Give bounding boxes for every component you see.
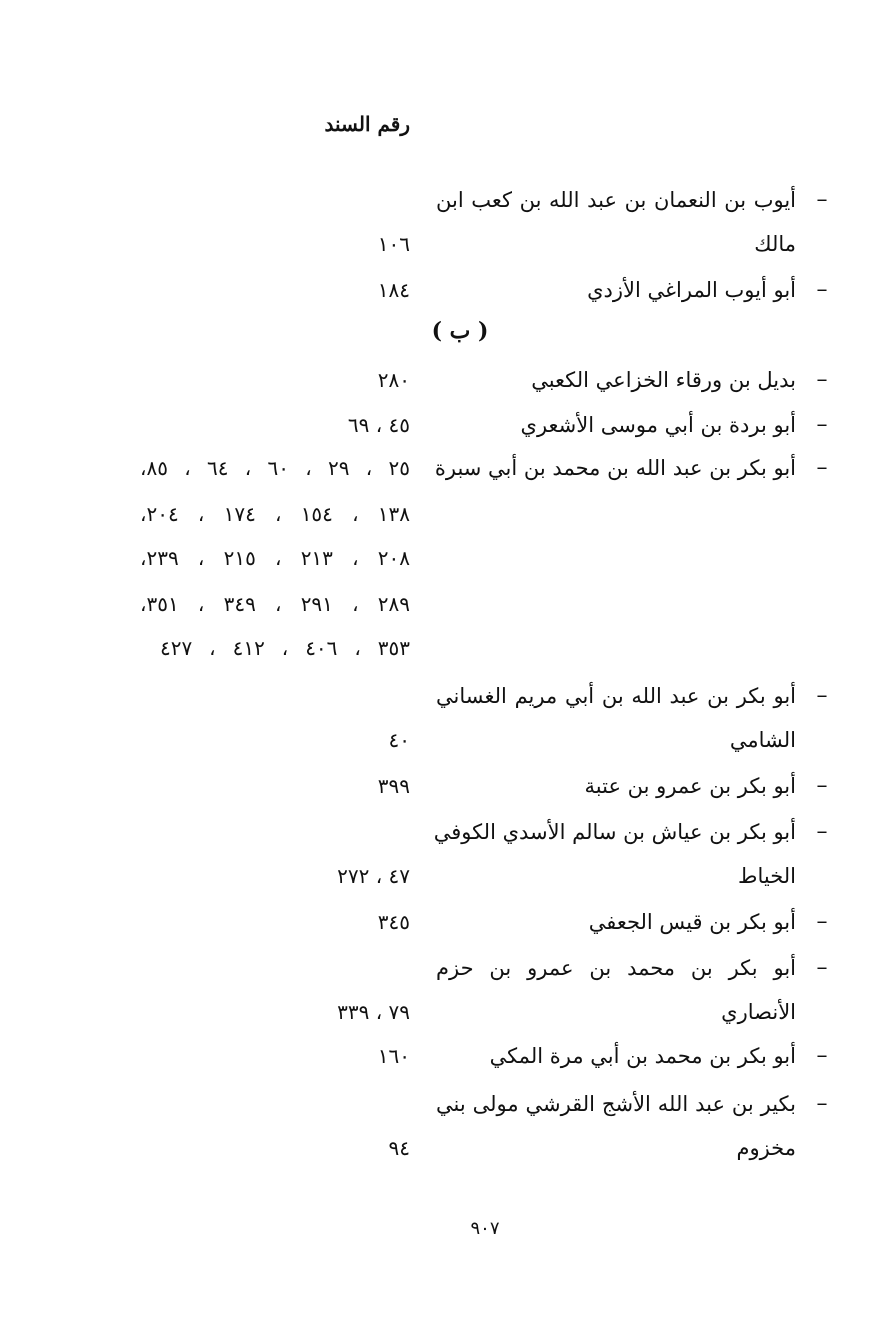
entry-name-continuation: الخياط (738, 864, 796, 888)
entry-numbers: ١٠٦ (377, 232, 410, 256)
entry-dash: – (816, 367, 828, 392)
entry-numbers-line: ١٣٨ ، ١٥٤ ، ١٧٤ ، ٢٠٤، (140, 502, 411, 526)
entry-dash: – (816, 683, 828, 708)
entry-name: بديل بن ورقاء الخزاعي الكعبي (531, 368, 796, 392)
entry-row (0, 180, 876, 224)
entry-name: أبو بكر بن عبد الله بن أبي مريم الغساني (436, 684, 796, 708)
entry-name-continuation: مخزوم (736, 1136, 796, 1160)
section-letter-text: ( ب ) (431, 318, 489, 344)
entry-numbers: ٩٤ (388, 1136, 410, 1160)
entry-row (0, 766, 876, 810)
entry-numbers: ٤٧ ، ٢٧٢ (337, 864, 410, 888)
entry-dash: – (816, 455, 828, 480)
entry-name: أبو بردة بن أبي موسى الأشعري (520, 413, 796, 437)
entry-name: أيوب بن النعمان بن عبد الله بن كعب ابن (436, 188, 796, 212)
entry-numbers-line: ٢٨٩ ، ٢٩١ ، ٣٤٩ ، ٣٥١، (140, 592, 411, 616)
entry-numbers-line: ٢٥ ، ٢٩ ، ٦٠ ، ٦٤ ، ٨٥، (140, 456, 411, 480)
entry-row (0, 1036, 876, 1080)
entry-continuation-row (0, 856, 876, 900)
entry-row (0, 948, 876, 992)
entry-numbers: ٤٥ ، ٦٩ (347, 413, 410, 437)
entry-row (0, 1084, 876, 1128)
entry-numbers-line: ٣٥٣ ، ٤٠٦ ، ٤١٢ ، ٤٢٧ (160, 636, 411, 660)
entry-numbers: ٧٩ ، ٣٣٩ (337, 1000, 410, 1024)
entry-dash: – (816, 1091, 828, 1116)
entry-dash: – (816, 1043, 828, 1068)
entry-dash: – (816, 187, 828, 212)
entry-name: أبو بكر بن قيس الجعفي (588, 910, 796, 934)
entry-name: بكير بن عبد الله الأشج القرشي مولى بني (436, 1092, 796, 1116)
entry-dash: – (816, 277, 828, 302)
entry-name: أبو بكر بن محمد بن أبي مرة المكي (489, 1044, 796, 1068)
entry-numbers-line: ٢٠٨ ، ٢١٣ ، ٢١٥ ، ٢٣٩، (140, 546, 411, 570)
page-number: ٩٠٧ (470, 1218, 500, 1239)
entry-name: أبو أيوب المراغي الأزدي (587, 278, 796, 302)
entry-dash: – (816, 819, 828, 844)
entry-numbers-row (0, 628, 876, 672)
entry-name: أبو بكر بن عياش بن سالم الأسدي الكوفي (433, 820, 796, 844)
entry-numbers: ٣٤٥ (377, 910, 410, 934)
entry-name-continuation: الشامي (729, 728, 796, 752)
entry-numbers: ٤٠ (388, 728, 410, 752)
entry-numbers: ٣٩٩ (377, 774, 410, 798)
entry-name: أبو بكر بن محمد بن عمرو بن حزم (436, 956, 796, 980)
entry-numbers: ٢٨٠ (377, 368, 410, 392)
column-header: رقم السند (324, 112, 410, 136)
entry-row (0, 902, 876, 946)
entry-name-continuation: الأنصاري (721, 1000, 796, 1024)
entry-row (0, 360, 876, 404)
entry-name: أبو بكر بن عبد الله بن محمد بن أبي سبرة (434, 456, 796, 480)
entry-name: أبو بكر بن عمرو بن عتبة (584, 774, 796, 798)
entry-row (0, 448, 876, 492)
entry-row (0, 676, 876, 720)
entry-dash: – (816, 773, 828, 798)
entry-continuation-row (0, 720, 876, 764)
entry-row (0, 405, 876, 449)
entry-continuation-row (0, 992, 876, 1036)
entry-numbers: ١٨٤ (377, 278, 410, 302)
entry-dash: – (816, 412, 828, 437)
entry-numbers-row (0, 584, 876, 628)
entry-row (0, 270, 876, 314)
entry-row (0, 812, 876, 856)
entry-numbers-row (0, 494, 876, 538)
entry-numbers-row (0, 538, 876, 582)
entry-continuation-row (0, 1128, 876, 1172)
entry-numbers: ١٦٠ (377, 1044, 410, 1068)
entry-dash: – (816, 955, 828, 980)
entry-dash: – (816, 909, 828, 934)
entry-continuation-row (0, 224, 876, 268)
entry-name-continuation: مالك (754, 232, 796, 256)
